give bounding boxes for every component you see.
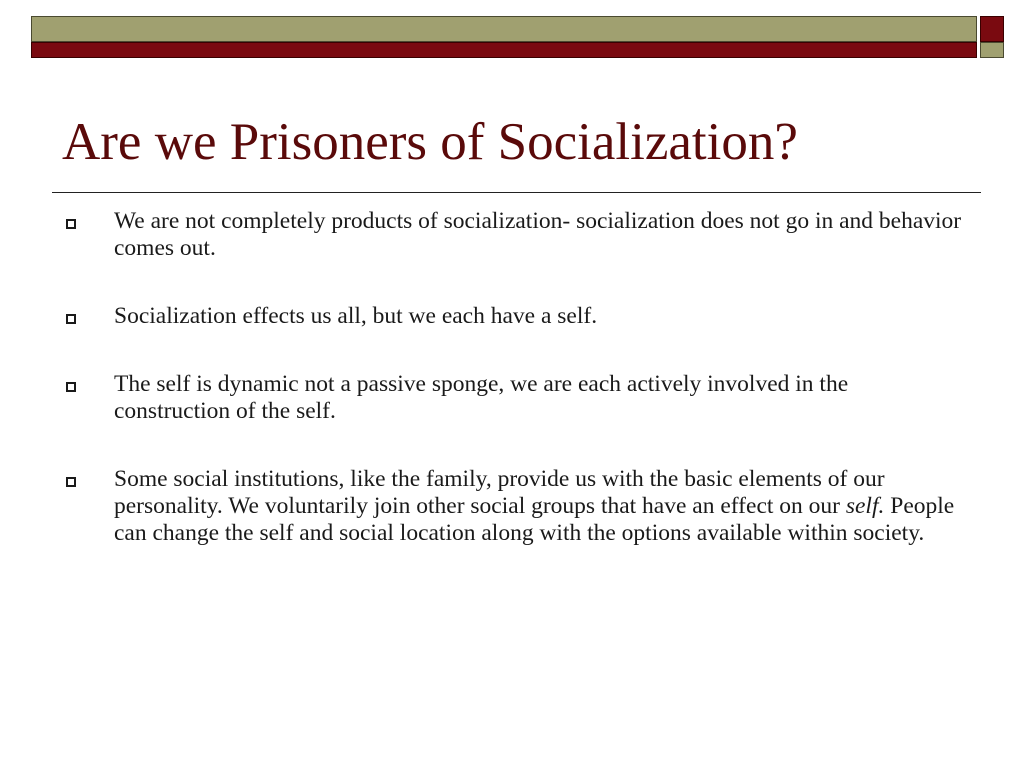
bullet-item xyxy=(60,303,970,330)
bullet-text: The self is dynamic not a passive sponge, we are each actively involved in the construction of the self. xyxy=(114,371,849,424)
bullet-item xyxy=(60,466,970,547)
header-maroon-square xyxy=(980,16,1004,42)
bullet-text-part: Some social institutions, like the family, provide us with the basic elements of our personality. We voluntarily join other social groups that have an effect on our xyxy=(114,466,885,519)
bullet-item xyxy=(60,371,970,425)
hollow-square-bullet-icon xyxy=(66,314,76,324)
bullet-text-part: People can change the self and social location along with the options available within society. xyxy=(114,493,955,546)
slide-title: Are we Prisoners of Socialization? xyxy=(62,113,798,171)
hollow-square-bullet-icon xyxy=(66,477,76,487)
bullet-item xyxy=(60,208,970,262)
header-maroon-bar xyxy=(31,42,977,58)
bullet-text: Socialization effects us all, but we each have a self. xyxy=(114,303,598,329)
bullet-text-emphasis: self. xyxy=(845,493,885,519)
title-divider xyxy=(52,192,981,193)
hollow-square-bullet-icon xyxy=(66,382,76,392)
bullet-text xyxy=(114,466,954,546)
header-olive-square xyxy=(980,42,1004,58)
hollow-square-bullet-icon xyxy=(66,219,76,229)
bullet-list xyxy=(60,208,970,588)
bullet-text: We are not completely products of socialization- socialization does not go in and behavior comes out. xyxy=(114,208,962,261)
header-olive-bar xyxy=(31,16,977,42)
